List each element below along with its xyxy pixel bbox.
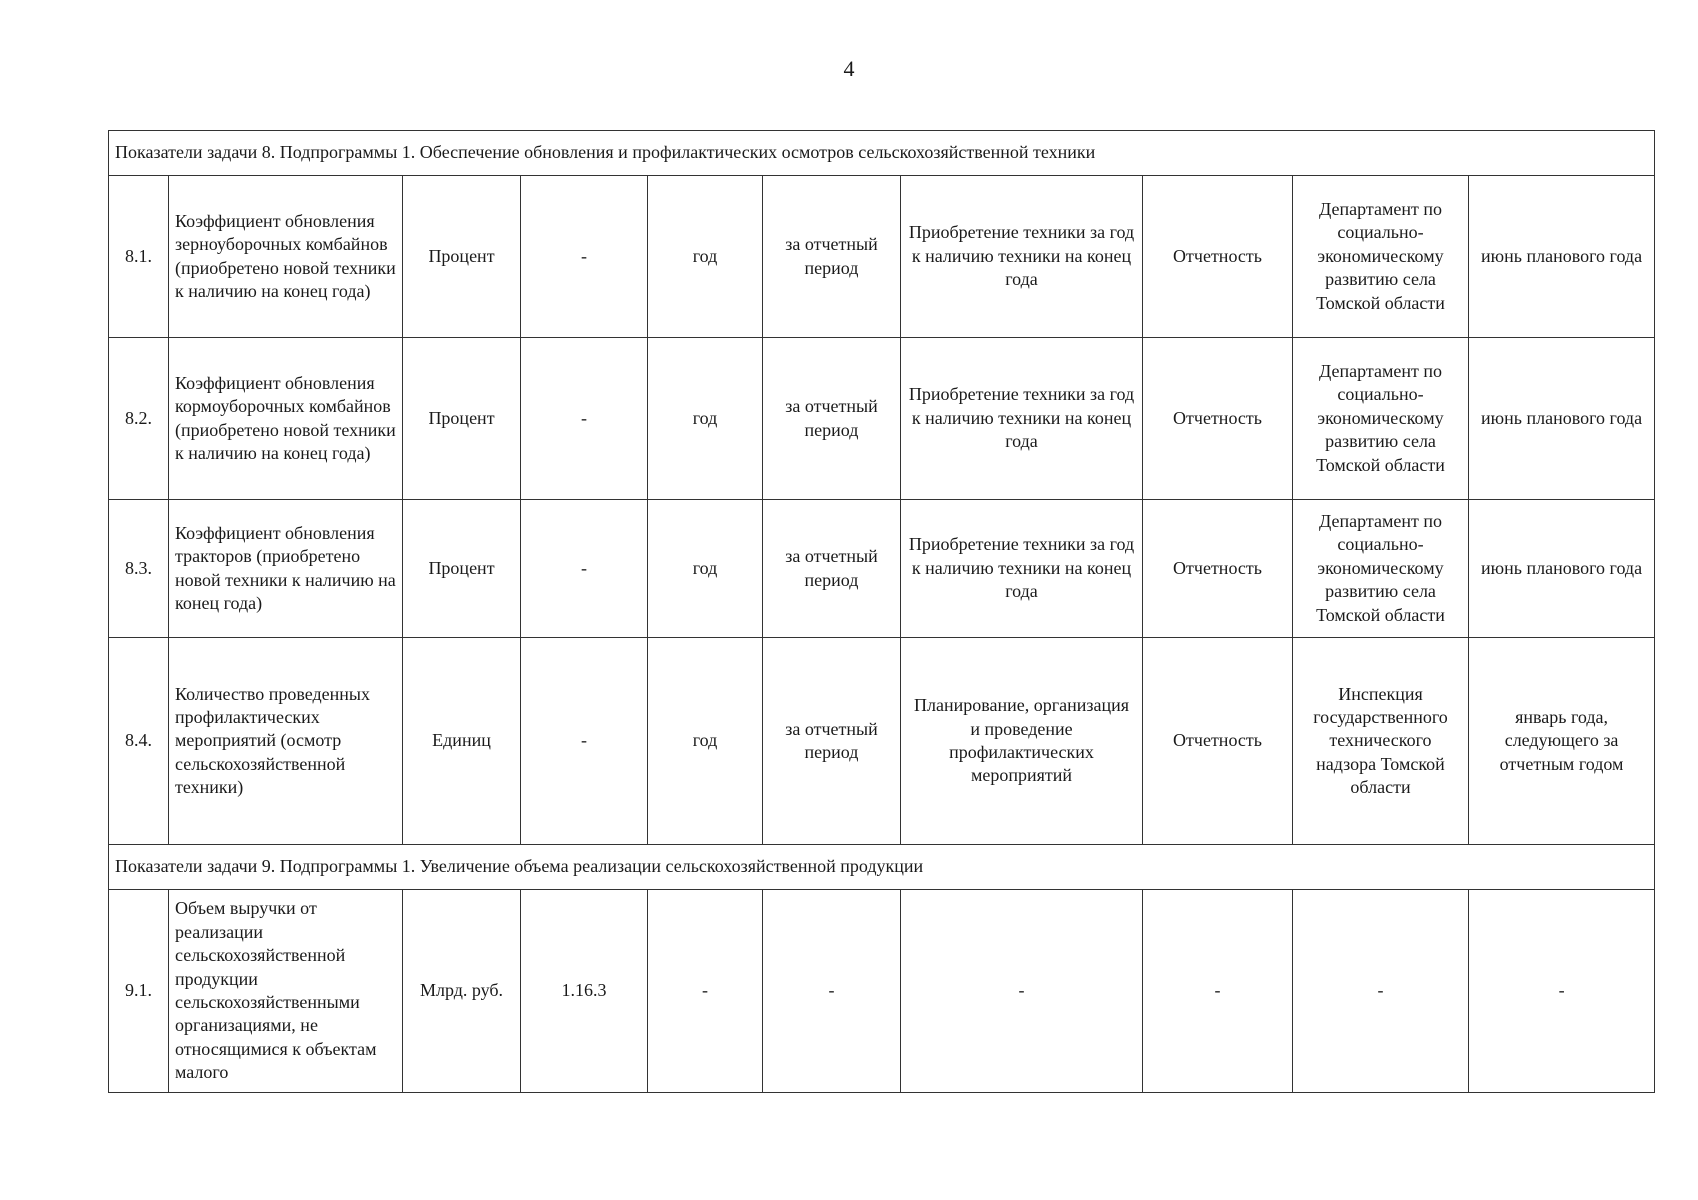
calculation-method-cell: Приобретение техники за год к наличию техники на конец года bbox=[901, 176, 1143, 338]
unit-cell: Процент bbox=[403, 500, 521, 638]
responsible-cell: Департамент по социально-экономическому развитию села Томской области bbox=[1293, 500, 1469, 638]
section-title: Показатели задачи 9. Подпрограммы 1. Увеличение объема реализации сельскохозяйственной продукции bbox=[109, 845, 1655, 890]
periodicity-cell: год bbox=[648, 338, 763, 500]
row-number: 8.4. bbox=[109, 638, 169, 845]
code-cell: - bbox=[521, 500, 648, 638]
time-characteristic-cell: за отчетный период bbox=[763, 338, 901, 500]
periodicity-cell: год bbox=[648, 176, 763, 338]
page-number: 4 bbox=[843, 56, 855, 81]
data-source-cell: - bbox=[1143, 890, 1293, 1093]
responsible-cell: - bbox=[1293, 890, 1469, 1093]
time-characteristic-cell: - bbox=[763, 890, 901, 1093]
deadline-cell: - bbox=[1469, 890, 1655, 1093]
indicator-name: Коэффициент обновления кормоуборочных комбайнов (приобретено новой техники к наличию на конец года) bbox=[169, 338, 403, 500]
code-cell: - bbox=[521, 176, 648, 338]
data-source-cell: Отчетность bbox=[1143, 176, 1293, 338]
indicators-table bbox=[108, 130, 1655, 1093]
indicator-name: Объем выручки от реализации сельскохозяйственной продукции сельскохозяйственными организациями, не относящимися к объектам малого bbox=[169, 890, 403, 1093]
unit-cell: Млрд. руб. bbox=[403, 890, 521, 1093]
unit-cell: Процент bbox=[403, 176, 521, 338]
code-cell: 1.16.3 bbox=[521, 890, 648, 1093]
responsible-cell: Департамент по социально-экономическому развитию села Томской области bbox=[1293, 176, 1469, 338]
deadline-cell: июнь планового года bbox=[1469, 176, 1655, 338]
row-number: 8.1. bbox=[109, 176, 169, 338]
deadline-cell: июнь планового года bbox=[1469, 338, 1655, 500]
indicator-name: Количество проведенных профилактических мероприятий (осмотр сельскохозяйственной техники) bbox=[169, 638, 403, 845]
unit-cell: Единиц bbox=[403, 638, 521, 845]
indicator-name: Коэффициент обновления зерноуборочных комбайнов (приобретено новой техники к наличию на конец года) bbox=[169, 176, 403, 338]
row-number: 9.1. bbox=[109, 890, 169, 1093]
row-number: 8.2. bbox=[109, 338, 169, 500]
row-number: 8.3. bbox=[109, 500, 169, 638]
calculation-method-cell: Приобретение техники за год к наличию техники на конец года bbox=[901, 500, 1143, 638]
section-9-header-row bbox=[109, 845, 1655, 890]
table-row bbox=[109, 176, 1655, 338]
periodicity-cell: - bbox=[648, 890, 763, 1093]
data-source-cell: Отчетность bbox=[1143, 638, 1293, 845]
deadline-cell: июнь планового года bbox=[1469, 500, 1655, 638]
responsible-cell: Инспекция государственного технического надзора Томской области bbox=[1293, 638, 1469, 845]
time-characteristic-cell: за отчетный период bbox=[763, 176, 901, 338]
code-cell: - bbox=[521, 338, 648, 500]
calculation-method-cell: Приобретение техники за год к наличию техники на конец года bbox=[901, 338, 1143, 500]
responsible-cell: Департамент по социально-экономическому развитию села Томской области bbox=[1293, 338, 1469, 500]
calculation-method-cell: - bbox=[901, 890, 1143, 1093]
table-row bbox=[109, 500, 1655, 638]
section-title: Показатели задачи 8. Подпрограммы 1. Обеспечение обновления и профилактических осмотров сельскохозяйственной техники bbox=[109, 131, 1655, 176]
table-row bbox=[109, 338, 1655, 500]
time-characteristic-cell: за отчетный период bbox=[763, 638, 901, 845]
data-source-cell: Отчетность bbox=[1143, 338, 1293, 500]
deadline-cell: январь года, следующего за отчетным годом bbox=[1469, 638, 1655, 845]
code-cell: - bbox=[521, 638, 648, 845]
periodicity-cell: год bbox=[648, 638, 763, 845]
periodicity-cell: год bbox=[648, 500, 763, 638]
unit-cell: Процент bbox=[403, 338, 521, 500]
table-row bbox=[109, 890, 1655, 1093]
calculation-method-cell: Планирование, организация и проведение профилактических мероприятий bbox=[901, 638, 1143, 845]
data-source-cell: Отчетность bbox=[1143, 500, 1293, 638]
section-8-header-row bbox=[109, 131, 1655, 176]
table-row bbox=[109, 638, 1655, 845]
indicator-name: Коэффициент обновления тракторов (приобретено новой техники к наличию на конец года) bbox=[169, 500, 403, 638]
time-characteristic-cell: за отчетный период bbox=[763, 500, 901, 638]
